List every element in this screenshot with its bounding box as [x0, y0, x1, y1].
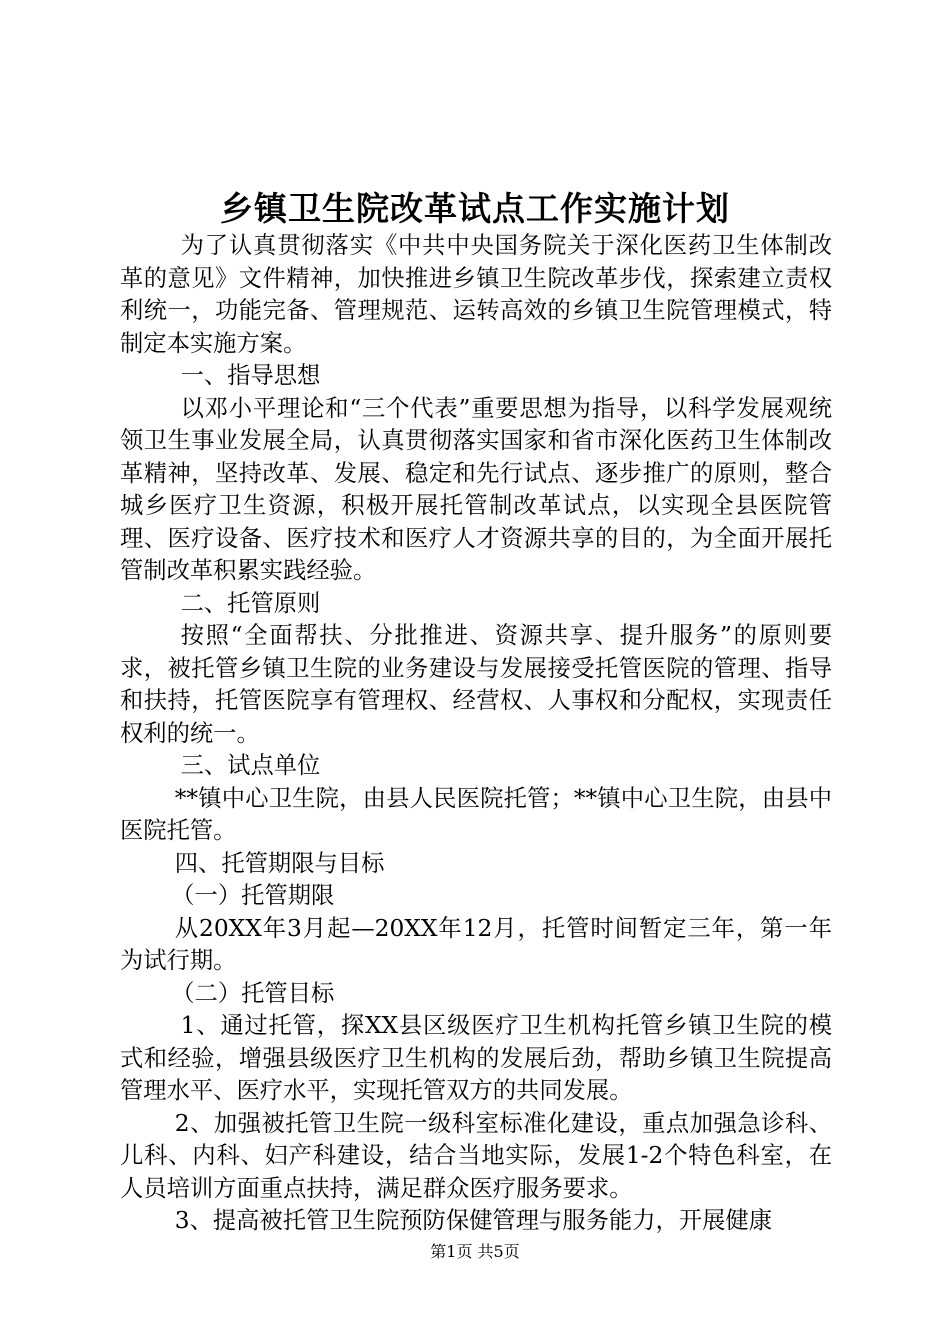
- section-heading-term-and-goals: 四、托管期限与目标: [174, 849, 385, 877]
- section-heading-pilot-units: 三、试点单位: [180, 752, 321, 779]
- paragraph-goal-2: 2、加强被托管卫生院一级科室标准化建设，重点加强急诊科、儿科、内科、妇产科建设，结合当地实际，发展1-2个特色科室，在人员培训方面重点扶持，满足群众医疗服务要求。: [120, 1109, 832, 1202]
- section-heading-guiding-ideology: 一、指导思想: [180, 362, 321, 389]
- paragraph-goal-3: 3、提高被托管卫生院预防保健管理与服务能力，开展健康: [174, 1207, 772, 1234]
- page-number-footer: 第1页 共5页: [430, 1242, 520, 1261]
- subheading-goals: （二）托管目标: [171, 979, 335, 1007]
- paragraph-guiding-ideology: 以邓小平理论和“三个代表”重要思想为指导，以科学发展观统领卫生事业发展全局，认真贯彻落实国家和省市深化医药卫生体制改革精神，坚持改革、发展、稳定和先行试点、逐步推广的原则，整合城乡医疗卫生资源，积极开展托管制改革试点，以实现全县医院管理、医疗设备、医疗技术和医疗人才资源共享的目的，为全面开展托管制改革积累实践经验。: [120, 394, 832, 584]
- document-title: 乡镇卫生院改革试点工作实施计划: [220, 189, 730, 228]
- section-heading-trusteeship-principles: 二、托管原则: [180, 589, 321, 617]
- intro-paragraph: 为了认真贯彻落实《中共中央国务院关于深化医药卫生体制改革的意见》文件精神，加快推进乡镇卫生院改革步伐，探索建立责权利统一，功能完备、管理规范、运转高效的乡镇卫生院管理模式，特制定本实施方案。: [120, 232, 832, 357]
- subheading-term: （一）托管期限: [171, 882, 335, 909]
- paragraph-pilot-units: **镇中心卫生院，由县人民医院托管；**镇中心卫生院，由县中医院托管。: [120, 784, 832, 844]
- paragraph-goal-1: 1、通过托管，探XX县区级医疗卫生机构托管乡镇卫生院的模式和经验，增强县级医疗卫生机构的发展后劲，帮助乡镇卫生院提高管理水平、医疗水平，实现托管双方的共同发展。: [120, 1012, 832, 1104]
- paragraph-trusteeship-principles: 按照“全面帮扶、分批推进、资源共享、提升服务”的原则要求，被托管乡镇卫生院的业务建设与发展接受托管医院的管理、指导和扶持，托管医院享有管理权、经营权、人事权和分配权，实现责任权利的统一。: [120, 622, 832, 747]
- paragraph-term: 从20XX年3月起—20XX年12月，托管时间暂定三年，第一年为试行期。: [120, 914, 832, 974]
- document-body: [120, 230, 832, 1238]
